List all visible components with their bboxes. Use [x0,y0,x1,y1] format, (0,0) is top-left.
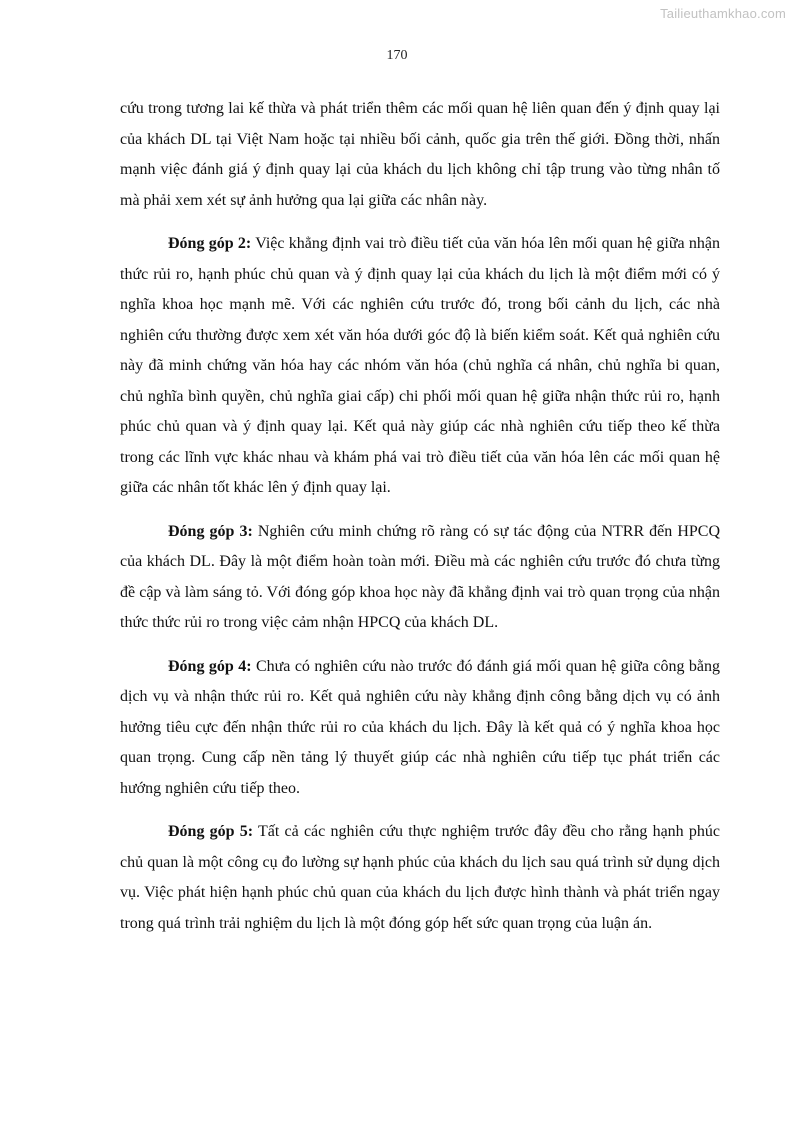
document-body [120,94,720,952]
paragraph-contribution-4 [120,652,720,805]
paragraph-continuation [120,94,720,216]
paragraph-text: Việc khẳng định vai trò điều tiết của văn hóa lên mối quan hệ giữa nhận thức rủi ro, hạnh phúc chủ quan và ý định quay lại của khách du lịch là một điểm mới có ý nghĩa khoa học mạnh mẽ. Với các nghiên cứu trước đó, trong bối cảnh du lịch, các nhà nghiên cứu thường được xem xét văn hóa dưới góc độ là biến kiểm soát. Kết quả nghiên cứu này đã minh chứng văn hóa hay các nhóm văn hóa (chủ nghĩa cá nhân, chủ nghĩa bi quan, chủ nghĩa bình quyền, chủ nghĩa giai cấp) chi phối mối quan hệ giữa nhận thức rủi ro, hạnh phúc chủ quan và ý định quay lại. Kết quả này giúp các nhà nghiên cứu tiếp theo kế thừa trong các lĩnh vực khác nhau và khám phá vai trò điều tiết của văn hóa lên các mối quan hệ giữa các nhân tốt khác lên ý định quay lại. [120,235,721,496]
paragraph-text: Nghiên cứu minh chứng rõ ràng có sự tác động của NTRR đến HPCQ của khách DL. Đây là một điểm hoàn toàn mới. Điều mà các nghiên cứu trước đó chưa từng đề cập và làm sáng tỏ. Với đóng góp khoa học này đã khẳng định vai trò quan trọng của nhận thức thức rủi ro trong việc cảm nhận HPCQ của khách DL. [120,522,720,631]
paragraph-text: Chưa có nghiên cứu nào trước đó đánh giá mối quan hệ giữa công bằng dịch vụ và nhận thức rủi ro. Kết quả nghiên cứu này khẳng định công bằng dịch vụ có ảnh hưởng tiêu cực đến nhận thức rủi ro của khách du lịch. Đây là kết quả có ý nghĩa khoa học quan trọng. Cung cấp nền tảng lý thuyết giúp các nhà nghiên cứu tiếp tục phát triển các hướng nghiên cứu tiếp theo. [120,657,720,797]
paragraph-heading: Đóng góp 2: [168,235,252,252]
paragraph-contribution-3 [120,517,720,639]
paragraph-contribution-5 [120,817,720,939]
paragraph-contribution-2 [120,229,720,504]
paragraph-text: cứu trong tương lai kế thừa và phát triển thêm các mối quan hệ liên quan đến ý định quay lại của khách DL tại Việt Nam hoặc tại nhiều bối cảnh, quốc gia trên thế giới. Đồng thời, nhấn mạnh việc đánh giá ý định quay lại của khách du lịch không chỉ tập trung vào từng nhân tố mà phải xem xét sự ảnh hưởng qua lại giữa các nhân này. [120,100,720,209]
watermark-text: Tailieuthamkhao.com [660,6,786,21]
page-number: 170 [386,48,408,63]
paragraph-heading: Đóng góp 5: [168,823,254,840]
paragraph-heading: Đóng góp 3: [168,522,253,540]
paragraph-heading: Đóng góp 4: [168,657,252,675]
paragraph-text: Tất cả các nghiên cứu thực nghiệm trước đây đều cho rằng hạnh phúc chủ quan là một công cụ đo lường sự hạnh phúc của khách du lịch sau quá trình sử dụng dịch vụ. Việc phát hiện hạnh phúc chủ quan của khách du lịch được hình thành và phát triển ngay trong quá trình trải nghiệm du lịch là một đóng góp hết sức quan trọng của luận án. [120,823,720,932]
